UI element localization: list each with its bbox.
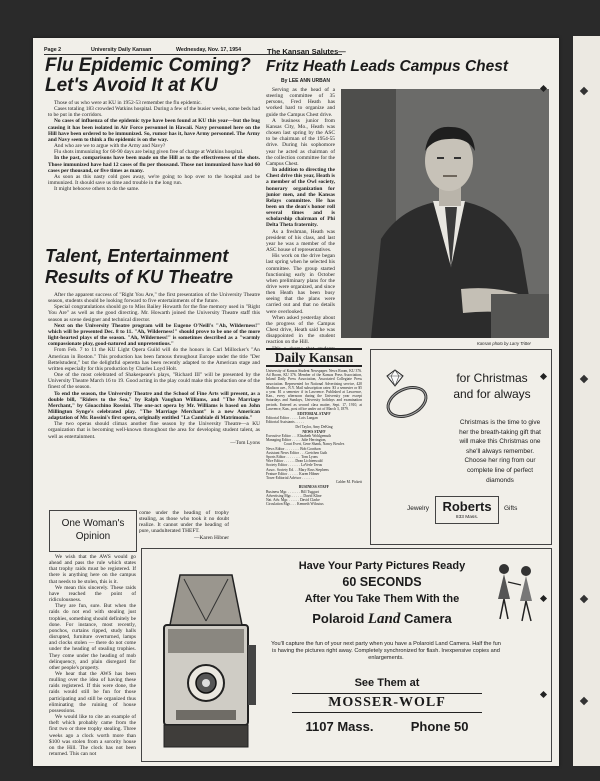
- staff-line: Sports Editor . . . . . . . . Tom Lyons: [266, 455, 318, 460]
- flu-paragraph: No cases of influenza of the epidemic type have been found at KU this year—but the bug causing it has been isolated in Air Force personnel in Hawaii. Navy personnel here on the Hill have been ordered to be immunized. So, rumor has it, have Army personnel. The Army and Navy seem to think a flu epidemic is on the way.: [48, 118, 260, 143]
- theatre-paragraph: The two operas should climax another fine season by the University Theatre—a KU organization that is becoming well-known throughout the area for developing student talent, as well as entertainment.: [48, 421, 260, 440]
- binder-hole: [580, 375, 588, 383]
- staff-line: Circulation Mgr. . . . Kenneth Wilcutus: [266, 502, 324, 507]
- staff-line: News Editor . . . . . . . . Bob Goodson: [266, 446, 321, 451]
- polaroid-line1: Have Your Party Pictures Ready: [298, 560, 466, 572]
- editorial-staff-title: EDITORIAL STAFF: [297, 412, 331, 417]
- flu-headline: [45, 56, 260, 96]
- staff-line: Editorial Editor . . . . . Lois Langan: [266, 416, 318, 421]
- salute-paragraph: As a freshman, Heath was president of his class, and last year he was a member of the ASC house of representatives.: [266, 228, 335, 254]
- theatre-article: [48, 292, 260, 506]
- mosser-wolf-logo: MOSSER-WOLF: [292, 693, 482, 713]
- roberts-gifts: Gifts: [504, 505, 518, 512]
- opinion-paragraph: We would like to cite an example of theft which probably came from the first two or three trophy stealing. Three weeks ago a clock worth more than $100 was stolen from a sorority house on the Hill. The clock has not been returned. This can not: [49, 714, 136, 757]
- paper-name: University Daily Kansan: [91, 47, 152, 53]
- theatre-paragraph: Special congratulations should go to Miss Bailey Howarth for the fine memory used in "Right You Are" as well as the good directing. Mr. Howarth joined the University Theatre staff this season as scene designer and technical director.: [48, 304, 260, 323]
- flu-paragraph: And who are we to argue with the Army and Navy?: [54, 143, 166, 150]
- theatre-byline: —Tom Lyons: [230, 439, 260, 446]
- masthead-text-block: [266, 369, 362, 507]
- party-dancers-icon: [486, 557, 546, 627]
- roberts-jewelry: Jewelry: [407, 505, 430, 512]
- polaroid-brand: Polaroid: [312, 611, 365, 626]
- theatre-paragraph: Next on the University Theatre program will be Eugene O'Neill's "Ah, Wilderness!" which will be presented Dec. 8 to 11. "Ah, Wilderness!" should prove to be one of the more light-hearted plays of the season. "Ah, Wilderness!" is sometimes described as a "warmly compassionate play, good-natured and unpretentious.": [48, 322, 260, 348]
- staff-line: Editorial Assistants . . . . .: [266, 420, 304, 425]
- binder-hole: [580, 697, 588, 705]
- opinion-paragraph: We hear that the AWS has been mulling over the idea of having these raids registered. If this were done, the raids would still be fun for those participating and still be organized thus eliminating the ruining of house possessions.: [49, 670, 136, 714]
- opinion-title-line1: One Woman's: [61, 518, 125, 529]
- roberts-headline: [433, 370, 551, 402]
- staff-line: Court Evert, Gene Shank, Nancy Bowles: [283, 442, 345, 447]
- polaroid-camera-icon: [148, 565, 260, 757]
- salute-paragraph: "It's a shame that students: [272, 345, 335, 350]
- flu-headline-line1: Flu Epidemic Coming?: [45, 55, 251, 76]
- theatre-paragraph: After the apparent success of "Right You Are," the first presentation of the University Theatre season, students should be looking forward to five entertainments of the future.: [48, 292, 260, 305]
- salute-paragraph: When asked yesterday about the progress of the Campus Chest drive, Heath said he was disappointed in the student reaction on the Hill.: [266, 314, 335, 346]
- masthead-text: University of Kansas Student Newspaper. News Room, KU 376. Ad Room, KU 376. Member of the Kansas Press Association, Inland Daily Press Association, Associated Collegiate Press association. Represented for National Advertising service, 420 Madison ave., N.Y. Mail subscription rates: $3 a semester or $5 a year. $1 a semester if in Lawrence. Published at Lawrence, Kan., every afternoon during the University year except Saturdays and Sundays, University holidays and examination periods. Entered as second class matter, Sept. 17, 1910, at Lawrence, Kan., post office under act of March 3, 1879.: [266, 369, 362, 411]
- polaroid-line3: After You Take Them With the: [304, 593, 460, 605]
- flu-paragraph: Cases totaling 183 crowded Watkins hospital. During a few of the busier weeks, some beds had to be put in the corridors.: [48, 106, 260, 119]
- staff-line: Del Taylor, Amy DeKing: [295, 424, 333, 429]
- flu-article: [48, 100, 260, 264]
- staff-line: Business Mgr. . . . . . . . Bill Tuggart: [266, 489, 319, 494]
- polaroid-line4: [262, 609, 502, 629]
- business-staff-title: BUSINESS STAFF: [298, 485, 330, 490]
- staff-line: Society Editor . . . . . . . LaVerle Teeus: [266, 463, 323, 468]
- opinion-paragraph: They are fun, sure. But when the raids do not end with stealing just trophies, something should definitely be done. For instance, most recently, ponchos, curtains ripped, study halls disrupted, furniture overturned, lamps and clocks stolen — there do not come under the heading of stealing trophies. They come under the heading of mob delinquency, and plain disregard for other people's property.: [49, 603, 136, 671]
- opinion-title-box: [49, 510, 137, 552]
- flu-paragraph: Flu shots immunizing for 60-90 days are being given free of charge at Watkins hospital.: [54, 149, 244, 156]
- flu-paragraph: As soon as this nasty cold goes away, we're going to hop over to the hospital and be immunized. It should save us time and trouble in the long run.: [48, 173, 260, 187]
- roberts-store-name: Roberts: [442, 499, 492, 514]
- polaroid-ad: [141, 548, 552, 762]
- mosser-wolf-contact: [292, 719, 482, 734]
- salute-kicker: The Kansan Salutes—: [267, 47, 346, 56]
- salute-byline: By LEE ANN URBAN: [281, 78, 330, 84]
- polaroid-see-them: See Them at: [354, 677, 420, 689]
- theatre-paragraph: One of the most celebrated of Shakespeare's plays, "Richard III" will be presented by the University Theatre March 16 to 19. Good acting in the play could make this production one of the finest of the season.: [48, 372, 260, 391]
- diamond-ring-icon: [375, 362, 433, 424]
- polaroid-line2: 60 SECONDS: [342, 575, 422, 589]
- opinion-byline: —Karen Hibner: [194, 534, 229, 541]
- polaroid-land: Land: [367, 611, 401, 627]
- salute-paragraph: In addition to directing the Chest drive this year, Heath is a member of the Owl society, honorary organization for junior men, and the Kansas Relays committee. He has been on the dean's honor roll several times and is scholarship chairman of Phi Delta Theta fraternity.: [266, 167, 335, 229]
- salute-paragraph: Serving as the head of a steering committee of 35 persons, Fred Heath has worked hard to organize and guide the Campus Chest drive.: [266, 87, 335, 118]
- polaroid-body: You'll capture the fun of your next party when you have a Polaroid Land Camera. Half the fun is having the pictures right away. Completely synchronized for flash. Inexpensive copies and enlargements.: [271, 641, 501, 662]
- adjacent-page-edge: [573, 36, 600, 766]
- polaroid-headline: [262, 559, 502, 629]
- staff-line: Assoc. Society Ed. . . Mary Ross Stephens: [266, 467, 329, 472]
- staff-line: Managing Editor . . . . . Julie Herrington,: [266, 438, 327, 443]
- theatre-headline-line2: Results of KU Theatre: [45, 267, 234, 287]
- staff-line: Wire Editor . . . . . . Dean Lichtenwald: [266, 459, 323, 464]
- theatre-headline-line1: Talent, Entertainment: [45, 246, 229, 266]
- opinion-paragraph: We wish that the AWS would go ahead and pass the rule which states that trophy raids must be registered. If there is anything here on the campus that needs to be stolen, this is it.: [49, 554, 136, 585]
- flu-paragraph: Those of us who were at KU in 1952-53 remember the flu epidemic.: [54, 100, 202, 106]
- roberts-ad: [370, 349, 552, 545]
- staff-line: Nat. Adv. Mgr. . . . . . . David Clarke: [266, 498, 320, 503]
- portrait-photo: [341, 89, 549, 338]
- binder-hole: [580, 87, 588, 95]
- salute-headline: Fritz Heath Leads Campus Chest: [266, 58, 509, 75]
- staff-line: Town-Editorial Advisor . . . . . . .: [266, 476, 314, 481]
- salute-article: [266, 87, 335, 350]
- opinion-title-line2: Opinion: [75, 531, 111, 542]
- staff-line: Assistant News Editor . . . Gretchen Guth: [266, 450, 328, 455]
- binder-hole: [580, 595, 588, 603]
- news-staff-title: NEWS STAFF: [302, 429, 326, 434]
- newspaper-page: [33, 38, 559, 766]
- masthead-logo: Daily Kansan: [266, 348, 362, 367]
- staff-line: Advertising Mgr. . . . . . . David Kline: [266, 493, 322, 498]
- staff-line: Calder M. Pickett: [335, 480, 362, 485]
- flu-paragraph: It might behoove others to do the same.: [54, 186, 140, 193]
- opinion-paragraph: We mean this sincerely. These raids have reached the point of ridiculousness.: [49, 584, 136, 604]
- mosser-wolf-address: 1107 Mass.: [305, 719, 374, 734]
- roberts-body: Christmas is the time to give her the breath-taking gift that will make this Christmas one she'll always remember. Choose her ring from our complete line of perfect diamonds: [459, 419, 541, 484]
- theatre-paragraph: To end the season, the University Theatre and the School of Fine Arts will present, as a double bill, "Riders to the Sea," by Ralph Vaughan Williams, and "The Marriage Merchant," by Gioacchino Rossini. The one-act opera by Mr. Williams is based on John Millington Synge's celebrated play. "The Marriage Merchant" is a new American adaptation of Mr. Rossini's first opera, originally entitled "La Cambiale di Matrimonio.": [48, 390, 260, 422]
- opinion-article: [49, 554, 136, 760]
- flu-paragraph: In the past, comparisons have been made on the Hill as to the effectiveness of the shots. Those immunized have had 12 cases of flu per thousand. Those not immunized have had 60 cases per thousand, or five times as many.: [48, 155, 260, 174]
- roberts-line2: and for always: [453, 387, 531, 401]
- polaroid-camera-word: Camera: [404, 611, 452, 626]
- salute-paragraph: A business junior from Kansas City, Mo., Heath was chosen last spring by the ASC to be chairman of the 1954-55 drive. During his sophomore year he acted as chairman of the collection committee for the Campus Chest.: [266, 117, 335, 167]
- roberts-logo-box: [435, 496, 499, 524]
- roberts-address: 833 Mass.: [455, 515, 479, 520]
- theatre-headline: [45, 246, 260, 288]
- roberts-line1: for Christmas: [456, 371, 528, 385]
- mosser-wolf-phone: Phone 50: [410, 719, 469, 734]
- salute-paragraph: His work on the drive began last spring when he selected his committee. The group started functioning early in October when preliminary plans for the drive were organized, and since then Heath has been busy seeing that the plans were carried out and that no details were overlooked.: [266, 253, 335, 315]
- staff-line: Feature Editor . . . . . . Karen Hibner: [266, 471, 320, 476]
- opinion-continuation-text: come under the heading of trophy stealing, as those who took it no doubt realize. It cannot under the heading of pure, unadulterated THEFT.: [139, 510, 229, 535]
- photo-caption: Kansan photo by Larry Tritter: [477, 341, 531, 346]
- flu-headline-line2: Let's Avoid It at KU: [45, 75, 218, 96]
- page-number: Page 2: [44, 47, 62, 53]
- portrait-figure-icon: [341, 89, 549, 338]
- staff-line: Executive Editor . . . Elizabeth Wohlgemuth: [266, 434, 332, 439]
- issue-date: Wednesday, Nov. 17, 1954: [176, 47, 242, 53]
- theatre-paragraph: From Feb. 7 to 11 the KU Light Opera Guild will do the honors in Carl Millocker's "An American in Boston." This production has been famous throughout Europe under the title "Der Bettelstudent," but the delightful operetta has been recently adapted to the American stage and written especially for this production by Charles Loyd Holt.: [48, 347, 260, 372]
